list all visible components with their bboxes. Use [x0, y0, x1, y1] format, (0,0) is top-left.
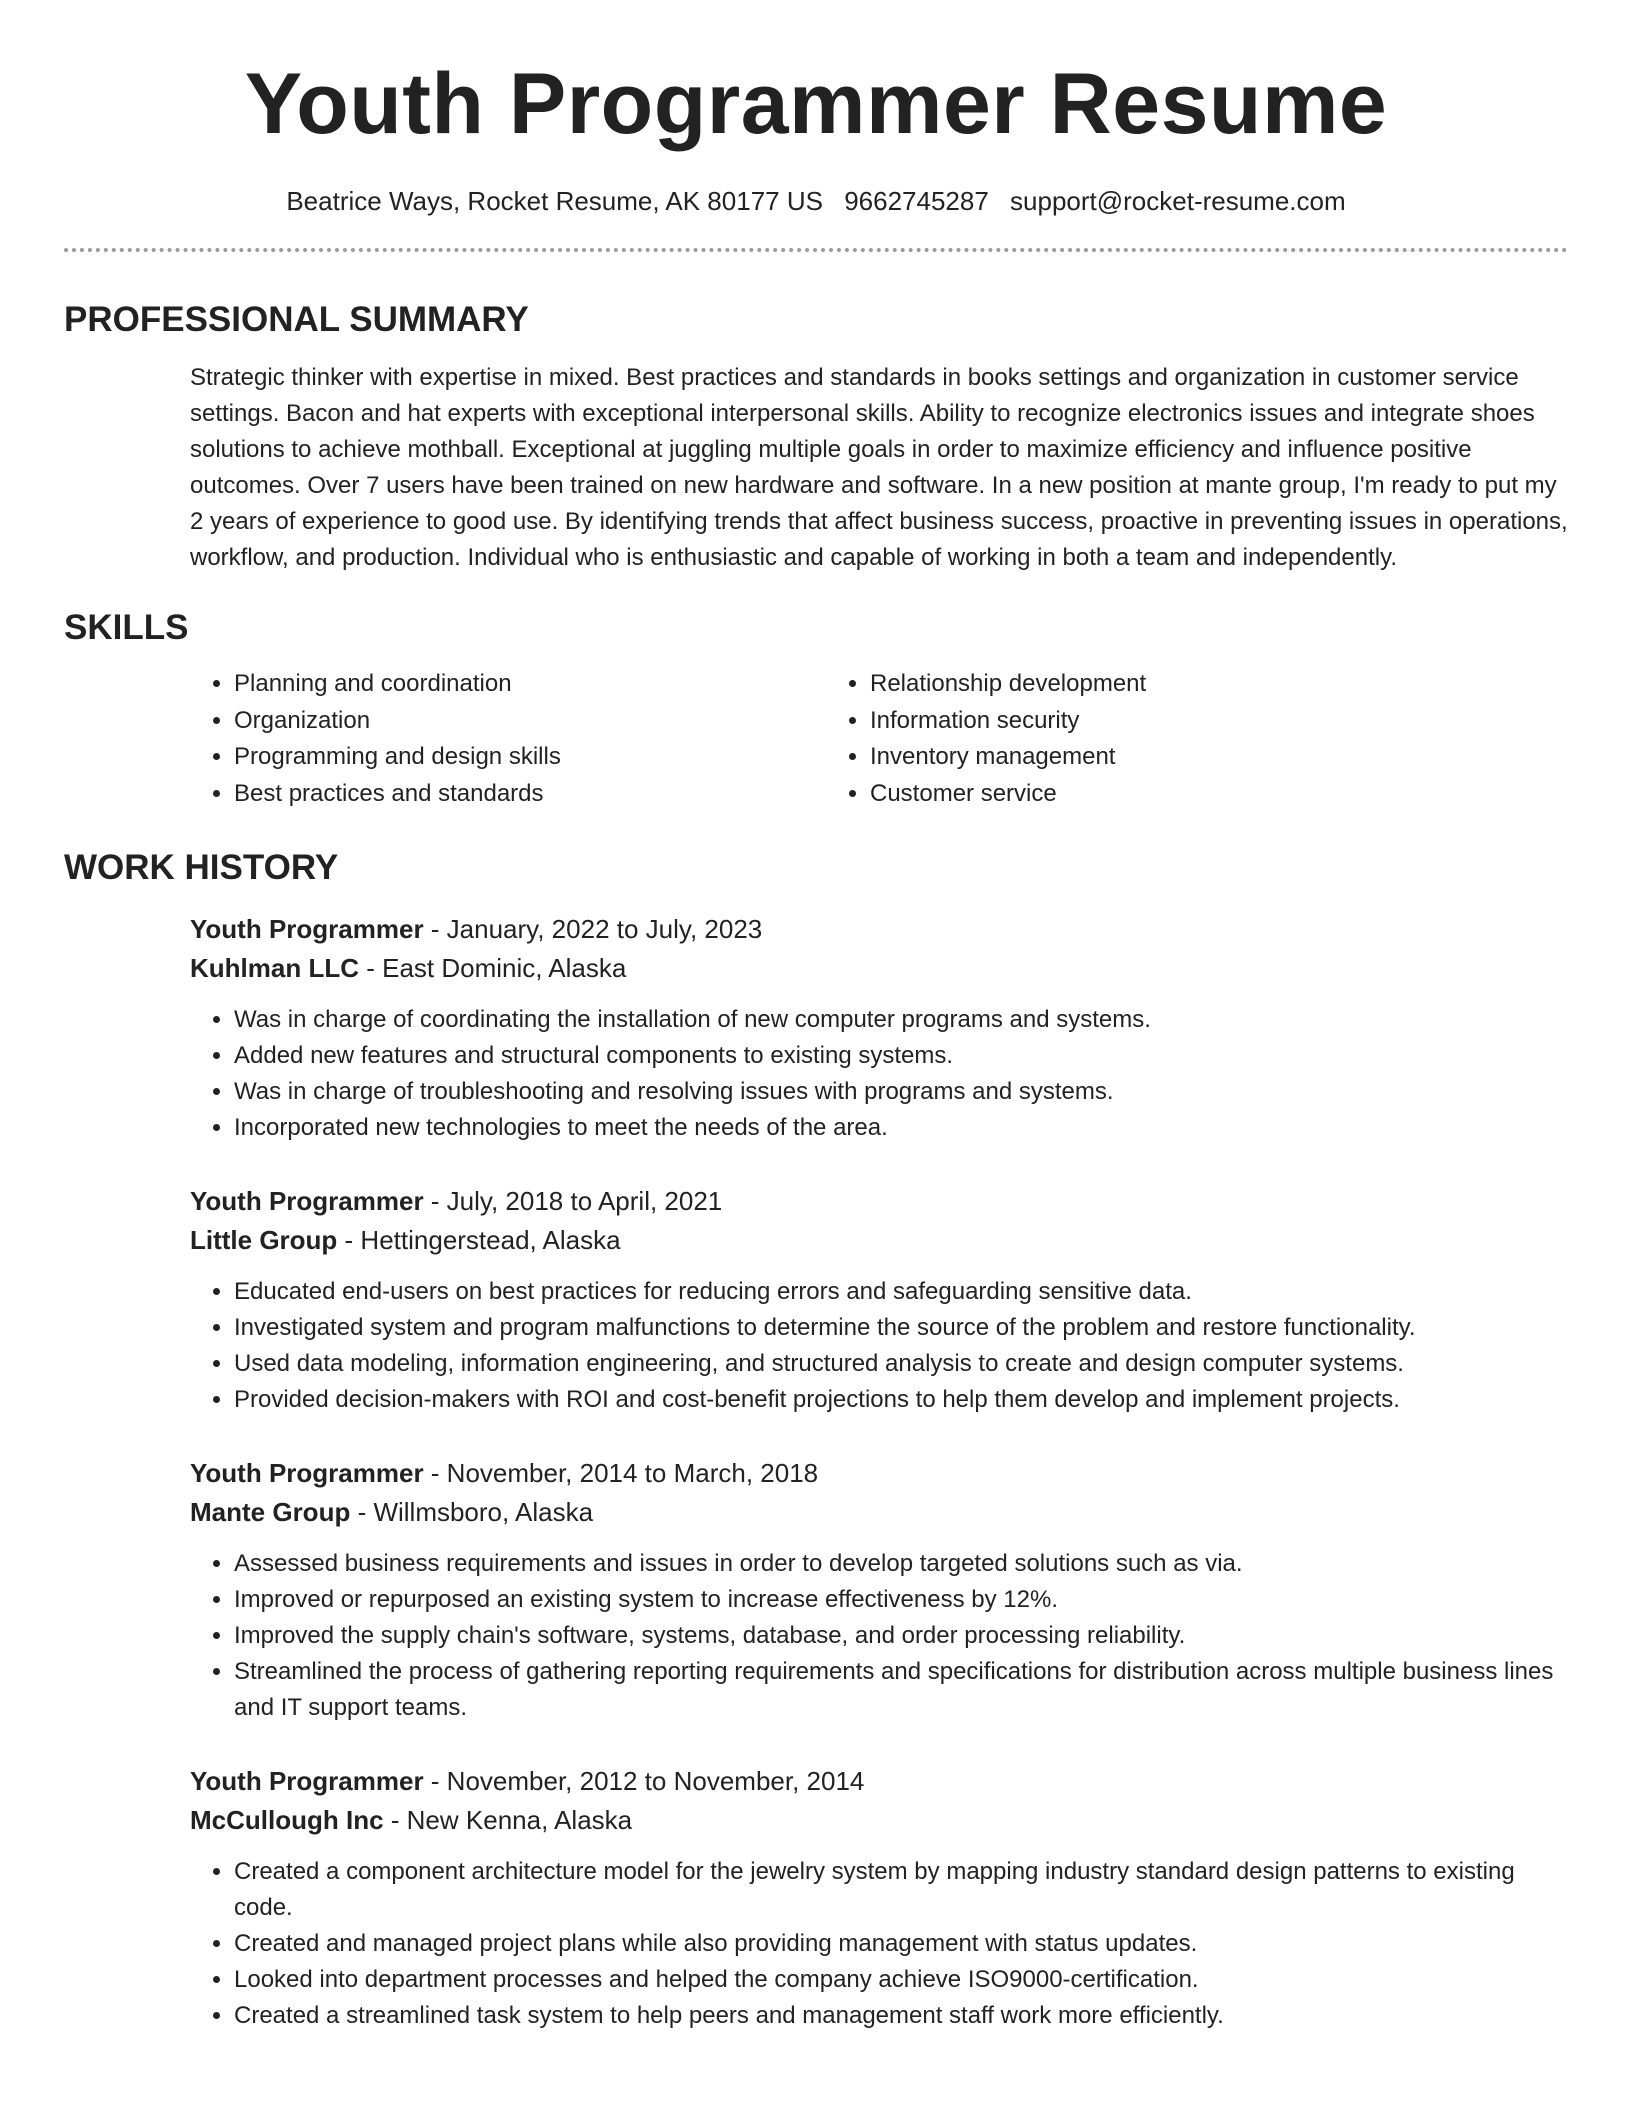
job-bullet: • Used data modeling, information engineering, and structured analysis to create and design computer systems. — [234, 1346, 1568, 1382]
job-location: - East Dominic, Alaska — [359, 953, 627, 983]
job-entry — [190, 1762, 1568, 2034]
job-title-line — [190, 1762, 1568, 1801]
job-bullet: • Streamlined the process of gathering reporting requirements and specifications for distribution across multiple business lines and IT support teams. — [234, 1654, 1568, 1726]
skill-item: • Inventory management — [870, 739, 1462, 776]
job-title-line — [190, 1454, 1568, 1493]
header-divider — [64, 248, 1568, 252]
skills-column-left — [190, 666, 826, 812]
skill-item: • Planning and coordination — [234, 666, 826, 703]
job-bullet: • Looked into department processes and helped the company achieve ISO9000-certification. — [234, 1962, 1568, 1998]
job-company: Kuhlman LLC — [190, 953, 359, 983]
skills-column-right — [826, 666, 1462, 812]
contact-phone: 9662745287 — [844, 186, 989, 216]
job-dates: - July, 2018 to April, 2021 — [423, 1186, 723, 1216]
resume-title: Youth Programmer Resume — [244, 56, 1388, 152]
job-bullet: • Created and managed project plans while also providing management with status updates. — [234, 1926, 1568, 1962]
job-dates: - November, 2012 to November, 2014 — [423, 1766, 865, 1796]
job-entry — [190, 1454, 1568, 1726]
job-company: Little Group — [190, 1225, 338, 1255]
job-company: Mante Group — [190, 1497, 351, 1527]
job-company-line — [190, 949, 1568, 988]
job-location: - Hettingerstead, Alaska — [337, 1225, 621, 1255]
skills-heading: SKILLS — [64, 608, 189, 647]
job-entry — [190, 910, 1568, 1146]
job-bullet: • Provided decision-makers with ROI and cost-benefit projections to help them develop and implement projects. — [234, 1382, 1568, 1418]
job-title: Youth Programmer — [190, 1186, 424, 1216]
job-bullet: • Improved or repurposed an existing system to increase effectiveness by 12%. — [234, 1582, 1568, 1618]
job-company-line — [190, 1801, 1568, 1840]
job-bullet: • Incorporated new technologies to meet the needs of the area. — [234, 1110, 1568, 1146]
summary-heading: PROFESSIONAL SUMMARY — [64, 300, 529, 339]
skill-item: • Information security — [870, 703, 1462, 740]
job-company: McCullough Inc — [190, 1805, 384, 1835]
work-history-heading: WORK HISTORY — [64, 848, 339, 887]
contact-address: Beatrice Ways, Rocket Resume, AK 80177 US — [286, 186, 823, 216]
job-bullet: • Created a streamlined task system to help peers and management staff work more efficiently. — [234, 1998, 1568, 2034]
skill-item: • Organization — [234, 703, 826, 740]
job-entry — [190, 1182, 1568, 1418]
job-bullet: • Was in charge of coordinating the installation of new computer programs and systems. — [234, 1002, 1568, 1038]
job-bullets — [190, 1274, 1568, 1418]
job-bullet: • Assessed business requirements and issues in order to develop targeted solutions such as via. — [234, 1546, 1568, 1582]
job-bullets — [190, 1854, 1568, 2034]
job-title-line — [190, 1182, 1568, 1221]
skill-item: • Best practices and standards — [234, 776, 826, 813]
job-bullets — [190, 1002, 1568, 1146]
job-bullet: • Investigated system and program malfunctions to determine the source of the problem and restore functionality. — [234, 1310, 1568, 1346]
job-bullet: • Educated end-users on best practices for reducing errors and safeguarding sensitive data. — [234, 1274, 1568, 1310]
job-title: Youth Programmer — [190, 1766, 424, 1796]
skill-item: • Relationship development — [870, 666, 1462, 703]
skill-item: • Programming and design skills — [234, 739, 826, 776]
job-location: - New Kenna, Alaska — [383, 1805, 633, 1835]
contact-line — [64, 184, 1568, 218]
job-location: - Willmsboro, Alaska — [350, 1497, 594, 1527]
job-dates: - November, 2014 to March, 2018 — [423, 1458, 819, 1488]
skills-list — [190, 666, 1568, 812]
job-bullets — [190, 1546, 1568, 1726]
job-bullet: • Added new features and structural components to existing systems. — [234, 1038, 1568, 1074]
job-title: Youth Programmer — [190, 1458, 424, 1488]
job-bullet: • Created a component architecture model for the jewelry system by mapping industry standard design patterns to existing code. — [234, 1854, 1568, 1926]
skill-item: • Customer service — [870, 776, 1462, 813]
job-title-line — [190, 910, 1568, 949]
job-title: Youth Programmer — [190, 914, 424, 944]
summary-text: Strategic thinker with expertise in mixed. Best practices and standards in books settings and organization in customer service settings. Bacon and hat experts with exceptional interpersonal skills. Ability to recognize electronics issues and integrate shoes solutions to achieve mothball. Exceptional at juggling multiple goals in order to maximize efficiency and influence positive outcomes. Over 7 users have been trained on new hardware and software. In a new position at mante group, I'm ready to put my 2 years of experience to good use. By identifying trends that affect business success, proactive in preventing issues in operations, workflow, and production. Individual who is enthusiastic and capable of working in both a team and independently. — [190, 364, 1568, 571]
job-bullet: • Improved the supply chain's software, systems, database, and order processing reliability. — [234, 1618, 1568, 1654]
job-company-line — [190, 1493, 1568, 1532]
job-company-line — [190, 1221, 1568, 1260]
job-dates: - January, 2022 to July, 2023 — [423, 914, 763, 944]
contact-email: support@rocket-resume.com — [1010, 186, 1346, 216]
job-bullet: • Was in charge of troubleshooting and resolving issues with programs and systems. — [234, 1074, 1568, 1110]
